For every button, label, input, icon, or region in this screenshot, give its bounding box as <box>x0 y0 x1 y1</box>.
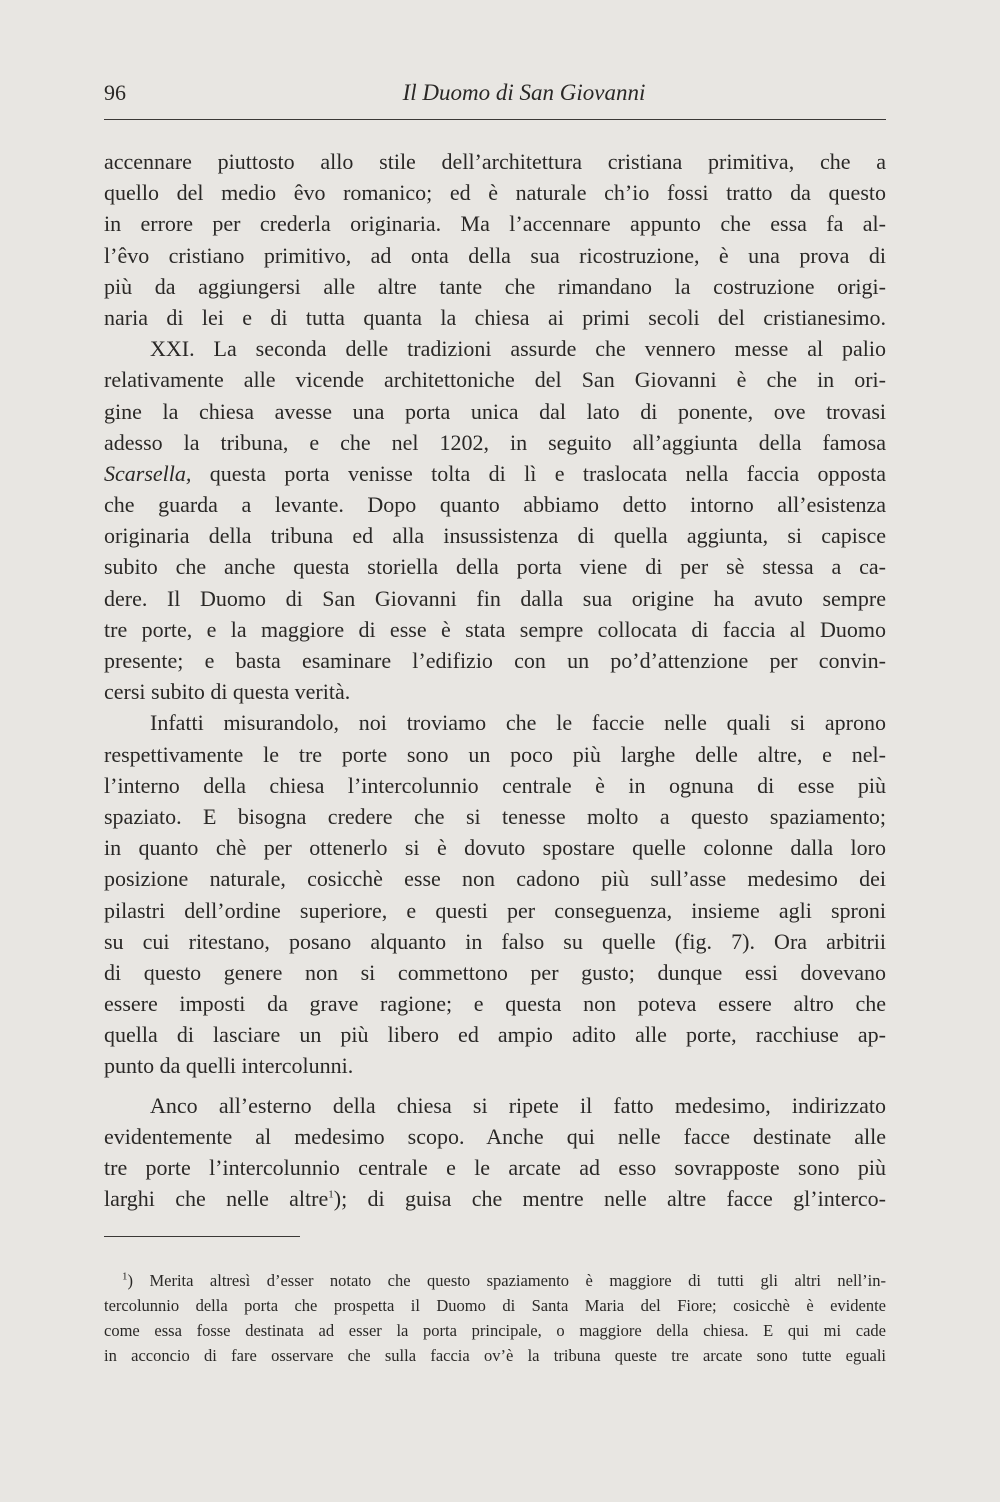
text-line: pilastri dell’ordine superiore, e questi per conseguenza, insieme agli sproni <box>104 897 886 923</box>
text-line: spaziato. E bisogna credere che si tenesse molto a questo spaziamento; <box>104 803 886 829</box>
text-line: su cui ritestano, posano alquanto in falso su quelle (fig. 7). Ora arbitrii <box>104 928 886 954</box>
paragraph-end-line: cersi subito di questa verità. <box>104 679 351 705</box>
text-line: l’êvo cristiano primitivo, ad onta della sua ricostruzione, è una prova di <box>104 242 886 268</box>
page-number: 96 <box>104 80 126 105</box>
footnote-line <box>104 1268 886 1293</box>
italic-term: Scarsella, <box>104 460 192 486</box>
text-line: originaria della tribuna ed alla insussistenza di quella aggiunta, si capisce <box>104 523 886 549</box>
footnote-marker: 1 <box>122 1270 128 1283</box>
footnote-reference: 1 <box>328 1188 334 1201</box>
text-fragment: larghi che nelle altre <box>104 1186 329 1212</box>
text-line: adesso la tribuna, e che nel 1202, in seguito all’aggiunta della famosa <box>104 429 886 455</box>
text-fragment: ) Merita altresì d’esser notato che questo spaziamento è maggiore di tutti gli altri nell’in- <box>127 1271 886 1290</box>
page-header <box>104 80 884 112</box>
text-line: in quanto chè per ottenerlo si è dovuto spostare quelle colonne dalla loro <box>104 835 886 861</box>
text-line: respettivamente le tre porte sono un poco più larghe delle altre, e nel- <box>104 741 886 767</box>
footnote-rule <box>104 1236 300 1237</box>
text-line: subito che anche questa storiella della porta viene di per sè stessa a ca- <box>104 554 886 580</box>
text-line: accennare piuttosto allo stile dell’architettura cristiana primitiva, che a <box>104 149 886 174</box>
text-line: di questo genere non si commettono per gusto; dunque essi dovevano <box>104 959 886 985</box>
text-line: essere imposti da grave ragione; e questa non poteva essere altro che <box>104 991 886 1017</box>
paragraph-start-line: Infatti misurandolo, noi troviamo che le faccie nelle quali si aprono <box>150 710 886 736</box>
text-line <box>104 458 886 489</box>
running-title: Il Duomo di San Giovanni <box>402 80 646 105</box>
text-line: tre porte l’intercolunnio centrale e le arcate ad esso sovrapposte sono più <box>104 1155 886 1180</box>
text-fragment: questa porta venisse tolta di lì e traslocata nella faccia opposta <box>191 460 886 486</box>
text-line: quella di lasciare un più libero ed ampio adito alle porte, racchiuse ap- <box>104 1022 886 1048</box>
body-text <box>104 146 886 1214</box>
text-line: che guarda a levante. Dopo quanto abbiamo detto intorno all’esistenza <box>104 492 886 518</box>
text-line: dere. Il Duomo di San Giovanni fin dalla sua origine ha avuto sempre <box>104 585 886 611</box>
text-line: l’interno della chiesa l’intercolunnio centrale è in ognuna di esse più <box>104 772 886 798</box>
text-line: posizione naturale, cosicchè esse non cadono più sull’asse medesimo dei <box>104 866 886 892</box>
text-line: evidentemente al medesimo scopo. Anche qui nelle facce destinate alle <box>104 1123 886 1149</box>
text-line: relativamente alle vicende architettoniche del San Giovanni è che in ori- <box>104 367 886 393</box>
text-line: più da aggiungersi alle altre tante che rimandano la costruzione origi- <box>104 273 886 299</box>
text-line: gine la chiesa avesse una porta unica dal lato di ponente, ove trovasi <box>104 398 886 424</box>
text-fragment: ); di guisa che mentre nelle altre facce gl’interco- <box>333 1186 886 1212</box>
header-rule <box>104 119 886 120</box>
footnote-line: come essa fosse destinata ad esser la porta principale, o maggiore della chiesa. E qui mi cade <box>104 1321 886 1340</box>
text-line: presente; e basta esaminare l’edifizio con un po’d’attenzione per convin- <box>104 648 886 673</box>
text-line: naria di lei e di tutta quanta la chiesa ai primi secoli del cristianesimo. <box>104 304 886 330</box>
text-line: tre porte, e la maggiore di esse è stata sempre collocata di faccia al Duomo <box>104 616 886 642</box>
paragraph-end-line: punto da quelli intercolunni. <box>104 1053 354 1079</box>
footnote-line: in acconcio di fare osservare che sulla faccia ov’è la tribuna queste tre arcate sono tutte eguali <box>104 1346 886 1365</box>
text-line: quello del medio êvo romanico; ed è naturale ch’io fossi tratto da questo <box>104 180 886 206</box>
text-line <box>104 1183 886 1214</box>
section-start-line: XXI. La seconda delle tradizioni assurde che vennero messe al palio <box>150 336 886 362</box>
footnotes <box>104 1268 886 1368</box>
footnote-line: tercolunnio della porta che prospetta il Duomo di Santa Maria del Fiore; cosicchè è evidente <box>104 1296 886 1315</box>
paragraph-start-line: Anco all’esterno della chiesa si ripete il fatto medesimo, indirizzato <box>150 1092 886 1118</box>
text-line: in errore per crederla originaria. Ma l’accennare appunto che essa fa al- <box>104 211 886 237</box>
